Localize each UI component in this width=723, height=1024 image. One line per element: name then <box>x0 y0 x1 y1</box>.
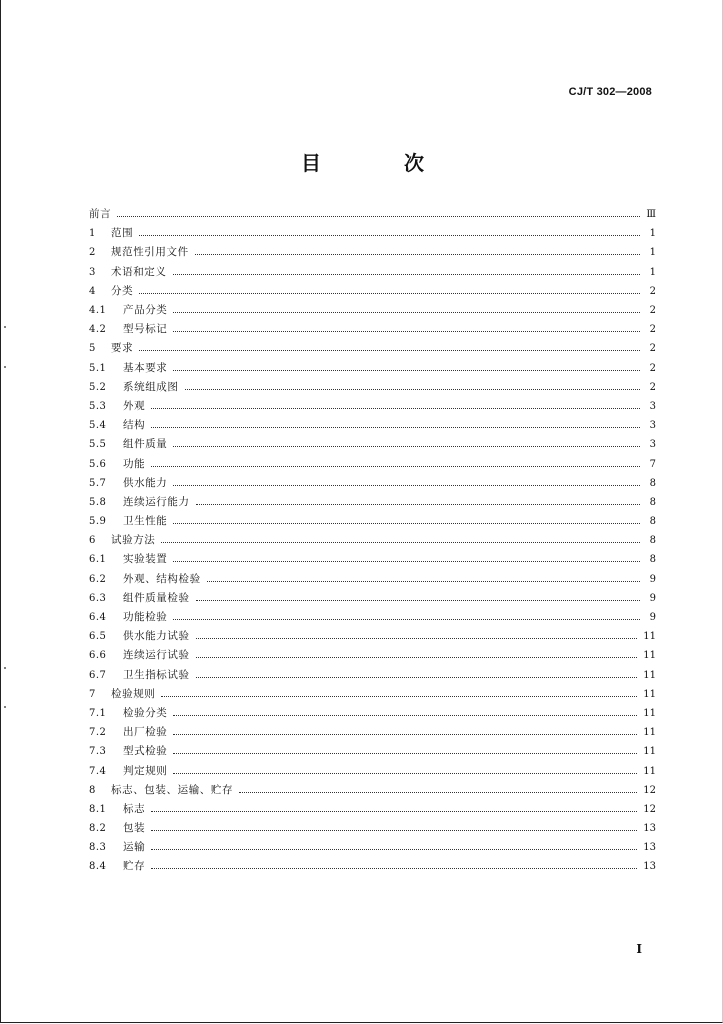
toc-entry-label: 卫生性能 <box>123 515 168 528</box>
toc-entry-number: 8.2 <box>89 823 107 835</box>
toc-leader-dots <box>173 724 637 735</box>
toc-entry-label: 范围 <box>111 227 134 240</box>
toc-entry <box>89 493 656 512</box>
table-of-contents <box>89 205 656 877</box>
toc-entry <box>89 474 656 493</box>
toc-entry <box>89 704 656 723</box>
toc-entry-label: 包装 <box>123 822 146 835</box>
toc-entry-number: 7 <box>89 688 96 700</box>
toc-entry-label: 检验规则 <box>111 687 156 700</box>
toc-leader-dots <box>173 302 640 313</box>
toc-leader-dots <box>239 782 637 793</box>
toc-entry-label: 供水能力试验 <box>123 630 190 643</box>
toc-entry-page: 2 <box>649 343 656 355</box>
toc-entry-page: 3 <box>649 400 656 412</box>
toc-entry <box>89 378 656 397</box>
scan-speck <box>4 706 6 708</box>
toc-entry <box>89 397 656 416</box>
toc-entry-label: 基本要求 <box>123 361 168 374</box>
toc-entry-label: 检验分类 <box>123 706 168 719</box>
toc-entry-page: 9 <box>649 573 656 585</box>
toc-entry <box>89 570 656 589</box>
toc-leader-dots <box>196 590 640 601</box>
toc-entry-label: 分类 <box>111 284 134 297</box>
toc-entry-label: 要求 <box>111 342 134 355</box>
toc-entry <box>89 589 656 608</box>
toc-entry-page: 7 <box>649 458 656 470</box>
toc-entry-number: 1 <box>89 228 96 240</box>
toc-entry-number: 5.8 <box>89 496 107 508</box>
toc-entry <box>89 263 656 282</box>
toc-entry-number: 2 <box>89 247 96 259</box>
toc-entry <box>89 550 656 569</box>
toc-entry-number: 8.1 <box>89 803 107 815</box>
toc-entry-page: 9 <box>649 592 656 604</box>
toc-entry-label: 型式检验 <box>123 745 168 758</box>
toc-leader-dots <box>207 571 640 582</box>
scan-speck <box>4 667 6 669</box>
toc-entry-page: 1 <box>649 266 656 278</box>
toc-entry <box>89 685 656 704</box>
toc-entry-number: 6.5 <box>89 631 107 643</box>
toc-entry-number: 4 <box>89 285 96 297</box>
toc-entry-number: 5.1 <box>89 362 107 374</box>
toc-entry-number: 6.3 <box>89 592 107 604</box>
toc-entry <box>89 512 656 531</box>
toc-entry-page: 12 <box>643 784 656 796</box>
toc-entry <box>89 320 656 339</box>
toc-entry <box>89 531 656 550</box>
toc-entry <box>89 742 656 761</box>
toc-entry-label: 产品分类 <box>123 304 168 317</box>
toc-entry-number: 5 <box>89 343 96 355</box>
toc-entry-page: 11 <box>643 688 656 700</box>
toc-entry <box>89 761 656 780</box>
toc-entry-label: 实验装置 <box>123 553 168 566</box>
toc-leader-dots <box>173 264 641 275</box>
toc-leader-dots <box>173 475 640 486</box>
toc-entry-page: 11 <box>643 707 656 719</box>
toc-entry-number: 7.2 <box>89 727 107 739</box>
standard-number: CJ/T 302—2008 <box>568 86 652 98</box>
toc-entry-label: 运输 <box>123 841 146 854</box>
toc-entry-page: 11 <box>643 669 656 681</box>
toc-entry <box>89 435 656 454</box>
toc-entry-number: 7.4 <box>89 765 107 777</box>
toc-entry-page: 11 <box>643 765 656 777</box>
toc-entry-page: 8 <box>649 516 656 528</box>
toc-entry-page: 1 <box>649 228 656 240</box>
toc-entry-label: 供水能力 <box>123 476 168 489</box>
toc-entry-label: 标志 <box>123 802 146 815</box>
scan-speck <box>4 366 6 368</box>
toc-entry-number: 4.2 <box>89 324 107 336</box>
toc-entry-page: 2 <box>649 381 656 393</box>
toc-entry-number: 6 <box>89 535 96 547</box>
toc-leader-dots <box>196 494 640 505</box>
toc-entry-label: 外观 <box>123 399 146 412</box>
toc-leader-dots <box>151 858 637 869</box>
toc-entry <box>89 608 656 627</box>
toc-leader-dots <box>173 763 637 774</box>
toc-entry <box>89 454 656 473</box>
toc-leader-dots <box>151 820 637 831</box>
toc-entry-label: 前言 <box>89 208 112 221</box>
toc-entry-number: 6.6 <box>89 650 107 662</box>
toc-leader-dots <box>139 340 640 351</box>
toc-entry-page: 2 <box>649 324 656 336</box>
toc-entry-number: 5.7 <box>89 477 107 489</box>
toc-leader-dots <box>196 647 638 658</box>
toc-entry <box>89 627 656 646</box>
toc-entry-label: 组件质量检验 <box>123 591 190 604</box>
toc-entry-page: 13 <box>643 842 656 854</box>
toc-entry-page: 11 <box>643 746 656 758</box>
toc-entry <box>89 781 656 800</box>
toc-entry-number: 4.1 <box>89 305 107 317</box>
toc-entry-label: 连续运行能力 <box>123 495 190 508</box>
toc-entry-page: 11 <box>643 650 656 662</box>
toc-entry-number: 5.4 <box>89 420 107 432</box>
toc-entry <box>89 800 656 819</box>
toc-leader-dots <box>151 801 637 812</box>
toc-entry-label: 连续运行试验 <box>123 649 190 662</box>
toc-entry-label: 外观、结构检验 <box>123 572 201 585</box>
toc-entry-page: 11 <box>643 727 656 739</box>
toc-entry <box>89 205 656 224</box>
toc-entry-number: 7.1 <box>89 707 107 719</box>
toc-entry <box>89 838 656 857</box>
toc-entry-label: 型号标记 <box>123 323 168 336</box>
toc-entry <box>89 301 656 320</box>
toc-leader-dots <box>151 417 640 428</box>
toc-leader-dots <box>185 379 641 390</box>
toc-entry <box>89 282 656 301</box>
toc-entry-page: 8 <box>649 477 656 489</box>
toc-entry <box>89 857 656 876</box>
toc-entry <box>89 666 656 685</box>
toc-leader-dots <box>195 244 640 255</box>
toc-entry <box>89 646 656 665</box>
page-number: I <box>636 942 642 956</box>
toc-entry-page: 3 <box>649 439 656 451</box>
toc-entry-label: 功能 <box>123 457 146 470</box>
toc-entry-number: 5.2 <box>89 381 107 393</box>
toc-leader-dots <box>173 513 640 524</box>
toc-entry-page: 3 <box>649 420 656 432</box>
toc-leader-dots <box>151 398 640 409</box>
toc-entry-number: 6.1 <box>89 554 107 566</box>
toc-leader-dots <box>161 686 637 697</box>
toc-leader-dots <box>173 705 637 716</box>
toc-entry <box>89 243 656 262</box>
toc-entry-page: 2 <box>649 362 656 374</box>
toc-entry-number: 5.5 <box>89 439 107 451</box>
toc-entry-label: 术语和定义 <box>111 265 167 278</box>
toc-entry-label: 标志、包装、运输、贮存 <box>111 783 234 796</box>
toc-entry-page: Ⅲ <box>646 209 656 221</box>
toc-entry-page: 13 <box>643 823 656 835</box>
toc-leader-dots <box>161 532 640 543</box>
toc-entry-label: 试验方法 <box>111 534 156 547</box>
toc-leader-dots <box>173 321 640 332</box>
toc-entry-label: 规范性引用文件 <box>111 246 189 259</box>
toc-leader-dots <box>196 628 638 639</box>
toc-entry-number: 6.4 <box>89 612 107 624</box>
toc-entry-number: 5.9 <box>89 516 107 528</box>
toc-entry-number: 3 <box>89 266 96 278</box>
toc-entry-number: 5.6 <box>89 458 107 470</box>
toc-entry-page: 8 <box>649 535 656 547</box>
toc-leader-dots <box>173 360 640 371</box>
toc-entry <box>89 416 656 435</box>
toc-leader-dots <box>117 206 640 217</box>
toc-entry-number: 7.3 <box>89 746 107 758</box>
toc-leader-dots <box>151 839 637 850</box>
toc-entry-page: 12 <box>643 803 656 815</box>
toc-entry-label: 卫生指标试验 <box>123 668 190 681</box>
toc-entry <box>89 224 656 243</box>
toc-entry <box>89 819 656 838</box>
scan-speck <box>4 326 6 328</box>
toc-entry-number: 8.3 <box>89 842 107 854</box>
toc-entry-label: 结构 <box>123 419 146 432</box>
toc-leader-dots <box>173 743 637 754</box>
toc-leader-dots <box>151 456 640 467</box>
toc-entry-page: 1 <box>649 247 656 259</box>
toc-entry <box>89 339 656 358</box>
toc-leader-dots <box>196 667 638 678</box>
toc-entry-number: 8 <box>89 784 96 796</box>
toc-entry-number: 6.7 <box>89 669 107 681</box>
toc-entry-page: 8 <box>649 496 656 508</box>
toc-entry-label: 系统组成图 <box>123 380 179 393</box>
toc-leader-dots <box>139 225 640 236</box>
toc-entry-number: 8.4 <box>89 861 107 873</box>
toc-entry-label: 功能检验 <box>123 611 168 624</box>
toc-entry <box>89 359 656 378</box>
toc-entry-number: 5.3 <box>89 400 107 412</box>
toc-entry-page: 9 <box>649 612 656 624</box>
page-title: 目 次 <box>301 151 462 175</box>
toc-entry-page: 13 <box>643 861 656 873</box>
toc-leader-dots <box>139 283 640 294</box>
toc-leader-dots <box>173 551 640 562</box>
toc-leader-dots <box>173 609 640 620</box>
toc-entry-label: 出厂检验 <box>123 726 168 739</box>
toc-entry-page: 2 <box>649 305 656 317</box>
toc-entry-number: 6.2 <box>89 573 107 585</box>
toc-entry-label: 贮存 <box>123 860 146 873</box>
toc-entry-label: 组件质量 <box>123 438 168 451</box>
toc-entry-label: 判定规则 <box>123 764 168 777</box>
toc-entry-page: 2 <box>649 285 656 297</box>
toc-entry-page: 11 <box>643 631 656 643</box>
toc-leader-dots <box>173 436 640 447</box>
toc-entry-page: 8 <box>649 554 656 566</box>
toc-entry <box>89 723 656 742</box>
